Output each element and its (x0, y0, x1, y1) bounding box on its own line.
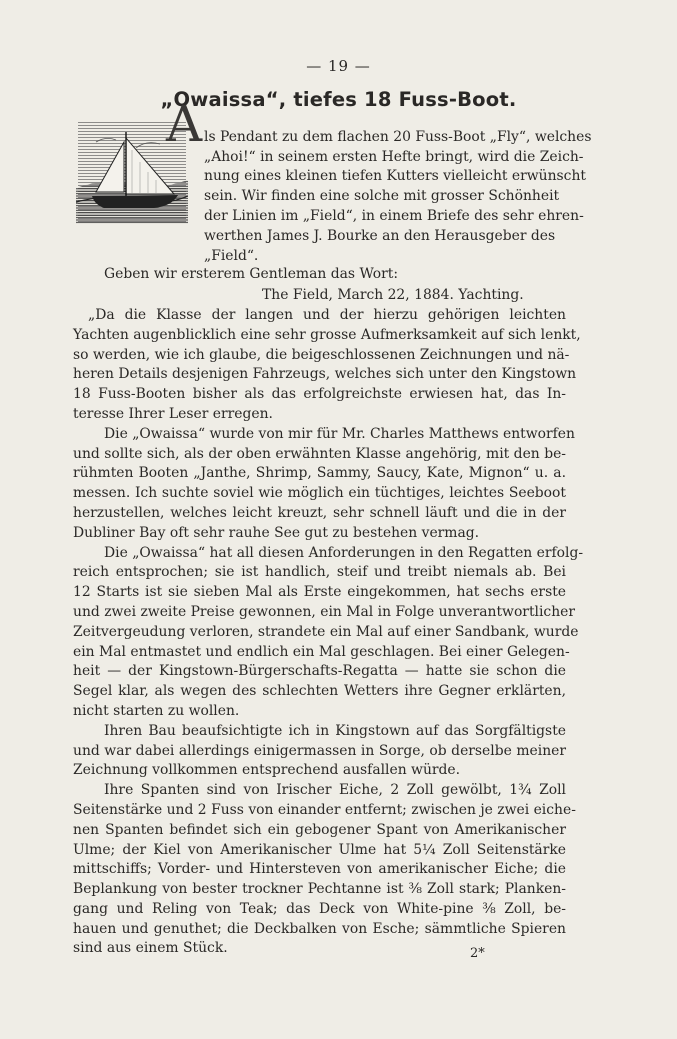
page-number: — 19 — (306, 57, 371, 75)
text-line: hauen und genuthet; die Deckbalken von Esche; sämmtliche Spieren (73, 921, 566, 937)
text-line: mittschiffs; Vorder- und Hintersteven von amerikanischer Eiche; die (73, 861, 566, 877)
text-line: Ulme; der Kiel von Amerikanischer Ulme hat 5¼ Zoll Seitenstärke (73, 842, 566, 858)
text-line: Die „Owaissa“ hat all diesen Anforderungen in den Regatten erfolg- (104, 545, 584, 561)
dateline: The Field, March 22, 1884. Yachting. (262, 287, 524, 303)
drop-cap: A (166, 95, 203, 153)
text-line: und war dabei allerdings einigermassen in Sorge, ob derselbe meiner (73, 743, 566, 759)
text-line: herzustellen, welches leicht kreuzt, sehr schnell läuft und die in der (73, 505, 566, 521)
text-line: sind aus einem Stück. (73, 940, 228, 956)
text-line: nen Spanten befindet sich ein gebogener Spant von Amerikanischer (73, 822, 566, 838)
text-line: gang und Reling von Teak; das Deck von White-pine ⅜ Zoll, be- (73, 901, 566, 917)
text-line: Seitenstärke und 2 Fuss von einander entfernt; zwischen je zwei eiche- (73, 802, 576, 818)
text-line: so werden, wie ich glaube, die beigeschlossenen Zeichnungen und nä- (73, 347, 570, 363)
text-line: Geben wir ersterem Gentleman das Wort: (104, 266, 399, 282)
text-line: „Ahoi!“ in seinem ersten Hefte bringt, wird die Zeich- (204, 149, 584, 165)
text-line: Die „Owaissa“ wurde von mir für Mr. Charles Matthews entworfen (104, 426, 575, 442)
signature-mark: 2* (470, 946, 485, 961)
text-line: heit — der Kingstown-Bürgerschafts-Regatta — hatte sie schon die (73, 663, 566, 679)
text-line: werthen James J. Bourke an den Herausgeber des (204, 228, 556, 244)
text-line: Zeichnung vollkommen entsprechend ausfallen würde. (73, 762, 461, 778)
text-line: nicht starten zu wollen. (73, 703, 240, 719)
text-line: heren Details desjenigen Fahrzeugs, welches sich unter den Kingstown (73, 366, 577, 382)
article-title: „Owaissa“, tiefes 18 Fuss-Boot. (160, 88, 517, 111)
text-line: Ihren Bau beaufsichtigte ich in Kingstown auf das Sorgfältigste (104, 723, 566, 739)
text-line: Ihre Spanten sind von Irischer Eiche, 2 Zoll gewölbt, 1¾ Zoll (104, 782, 566, 798)
text-line: Beplankung von bester trockner Pechtanne ist ⅜ Zoll stark; Planken- (73, 881, 566, 897)
text-line: und zwei zweite Preise gewonnen, ein Mal in Folge unverantwortlicher (73, 604, 576, 620)
text-line: 12 Starts ist sie sieben Mal als Erste eingekommen, hat sechs erste (73, 584, 566, 600)
text-line: Segel klar, als wegen des schlechten Wetters ihre Gegner erklärten, (73, 683, 566, 699)
text-line: ls Pendant zu dem flachen 20 Fuss-Boot „Fly“, welches (204, 129, 592, 145)
text-line: der Linien im „Field“, in einem Briefe des sehr ehren- (204, 208, 584, 224)
text-line: Dubliner Bay oft sehr rauhe See gut zu bestehen vermag. (73, 525, 480, 541)
text-line: ein Mal entmastet und endlich ein Mal geschlagen. Bei einer Gelegen- (73, 644, 570, 660)
text-line: Zeitvergeudung verloren, strandete ein Mal auf einer Sandbank, wurde (73, 624, 579, 640)
text-line: messen. Ich suchte soviel wie möglich ein tüchtiges, leichtes Seeboot (73, 485, 566, 501)
text-line: „Da die Klasse der langen und der hierzu gehörigen leichten (88, 307, 566, 323)
text-line: 18 Fuss-Booten bisher als das erfolgreichste erwiesen hat, das In- (73, 386, 566, 402)
text-line: und sollte sich, als der oben erwähnten Klasse angehörig, mit den be- (73, 446, 566, 462)
text-line: teresse Ihrer Leser erregen. (73, 406, 273, 422)
text-line: Yachten augenblicklich eine sehr grosse Aufmerksamkeit auf sich lenkt, (73, 327, 581, 343)
text-line: sein. Wir finden eine solche mit grosser Schönheit (204, 188, 560, 204)
text-line: nung eines kleinen tiefen Kutters vielleicht erwünscht (204, 168, 586, 184)
text-line: „Field“. (204, 248, 259, 264)
text-line: rühmten Booten „Janthe, Shrimp, Sammy, Saucy, Kate, Mignon“ u. a. (73, 465, 566, 481)
text-line: reich entsprochen; sie ist handlich, steif und treibt niemals ab. Bei (73, 564, 566, 580)
